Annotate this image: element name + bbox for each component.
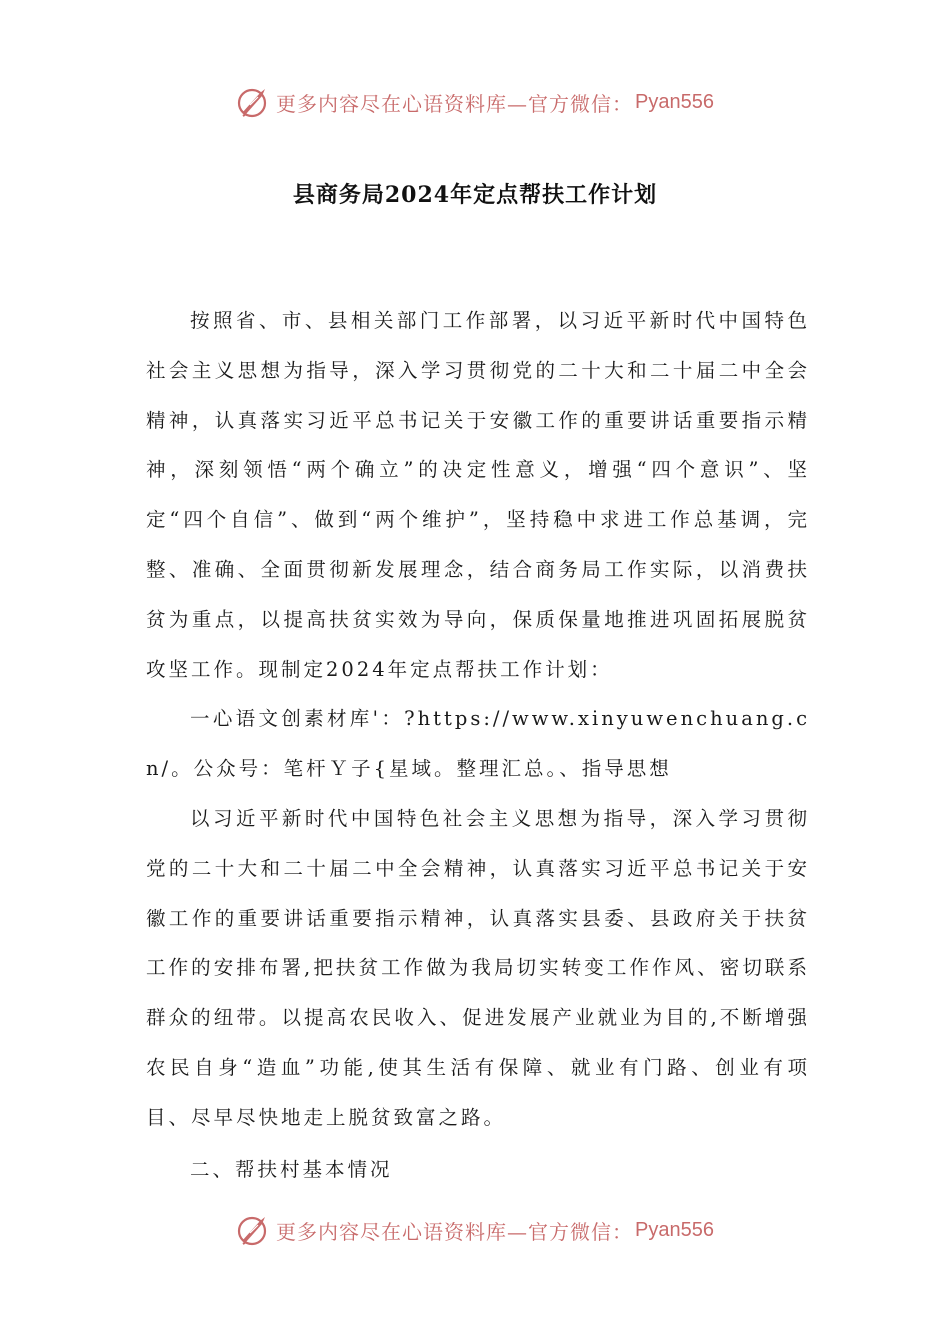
quill-pen-circle-icon [236, 85, 270, 119]
watermark-banner-top [0, 82, 950, 122]
watermark-text: 更多内容尽在心语资料库—官方微信： [276, 1219, 634, 1244]
paragraph-intro: 按照省、市、县相关部门工作部署，以习近平新时代中国特色社会主义思想为指导，深入学习贯彻党的二十大和二十届二中全会精神，认真落实习近平总书记关于安徽工作的重要讲话重要指示精神，深刻领悟“两个确立”的决定性意义，增强“四个意识”、坚定“四个自信”、做到“两个维护”，坚持稳中求进工作总基调，完整、准确、全面贯彻新发展理念，结合商务局工作实际，以消费扶贫为重点，以提高扶贫实效为导向，保质保量地推进巩固拓展脱贫攻坚工作。现制定2024年定点帮扶工作计划： [146, 309, 810, 681]
section-heading: 二、帮扶村基本情况 [190, 1157, 393, 1181]
watermark-wechat-id: Pyan556 [635, 90, 714, 113]
document-body [146, 296, 810, 1194]
paragraph-guiding-thought: 以习近平新时代中国特色社会主义思想为指导，深入学习贯彻党的二十大和二十届二中全会精神，认真落实习近平总书记关于安徽工作的重要讲话重要指示精神，认真落实县委、县政府关于扶贫工作的安排布署,把扶贫工作做为我局切实转变工作作风、密切联系群众的纽带。以提高农民收入、促进发展产业就业为目的,不断增强农民自身“造血”功能,使其生活有保障、就业有门路、创业有项目、尽早尽快地走上脱贫致富之路。 [146, 806, 810, 1129]
watermark-text: 更多内容尽在心语资料库—官方微信： [276, 91, 634, 116]
paragraph-source-note: 一心语文创素材库'：?https://www.xinyuwenchuang.cn/。公众号：笔杆Ｙ子{星域。整理汇总。、指导思想 [146, 707, 810, 781]
watermark-banner-bottom [0, 1210, 950, 1250]
watermark-wechat-id: Pyan556 [635, 1218, 714, 1241]
quill-pen-circle-icon [236, 1213, 270, 1247]
document-title: 县商务局2024年定点帮扶工作计划 [292, 182, 658, 208]
